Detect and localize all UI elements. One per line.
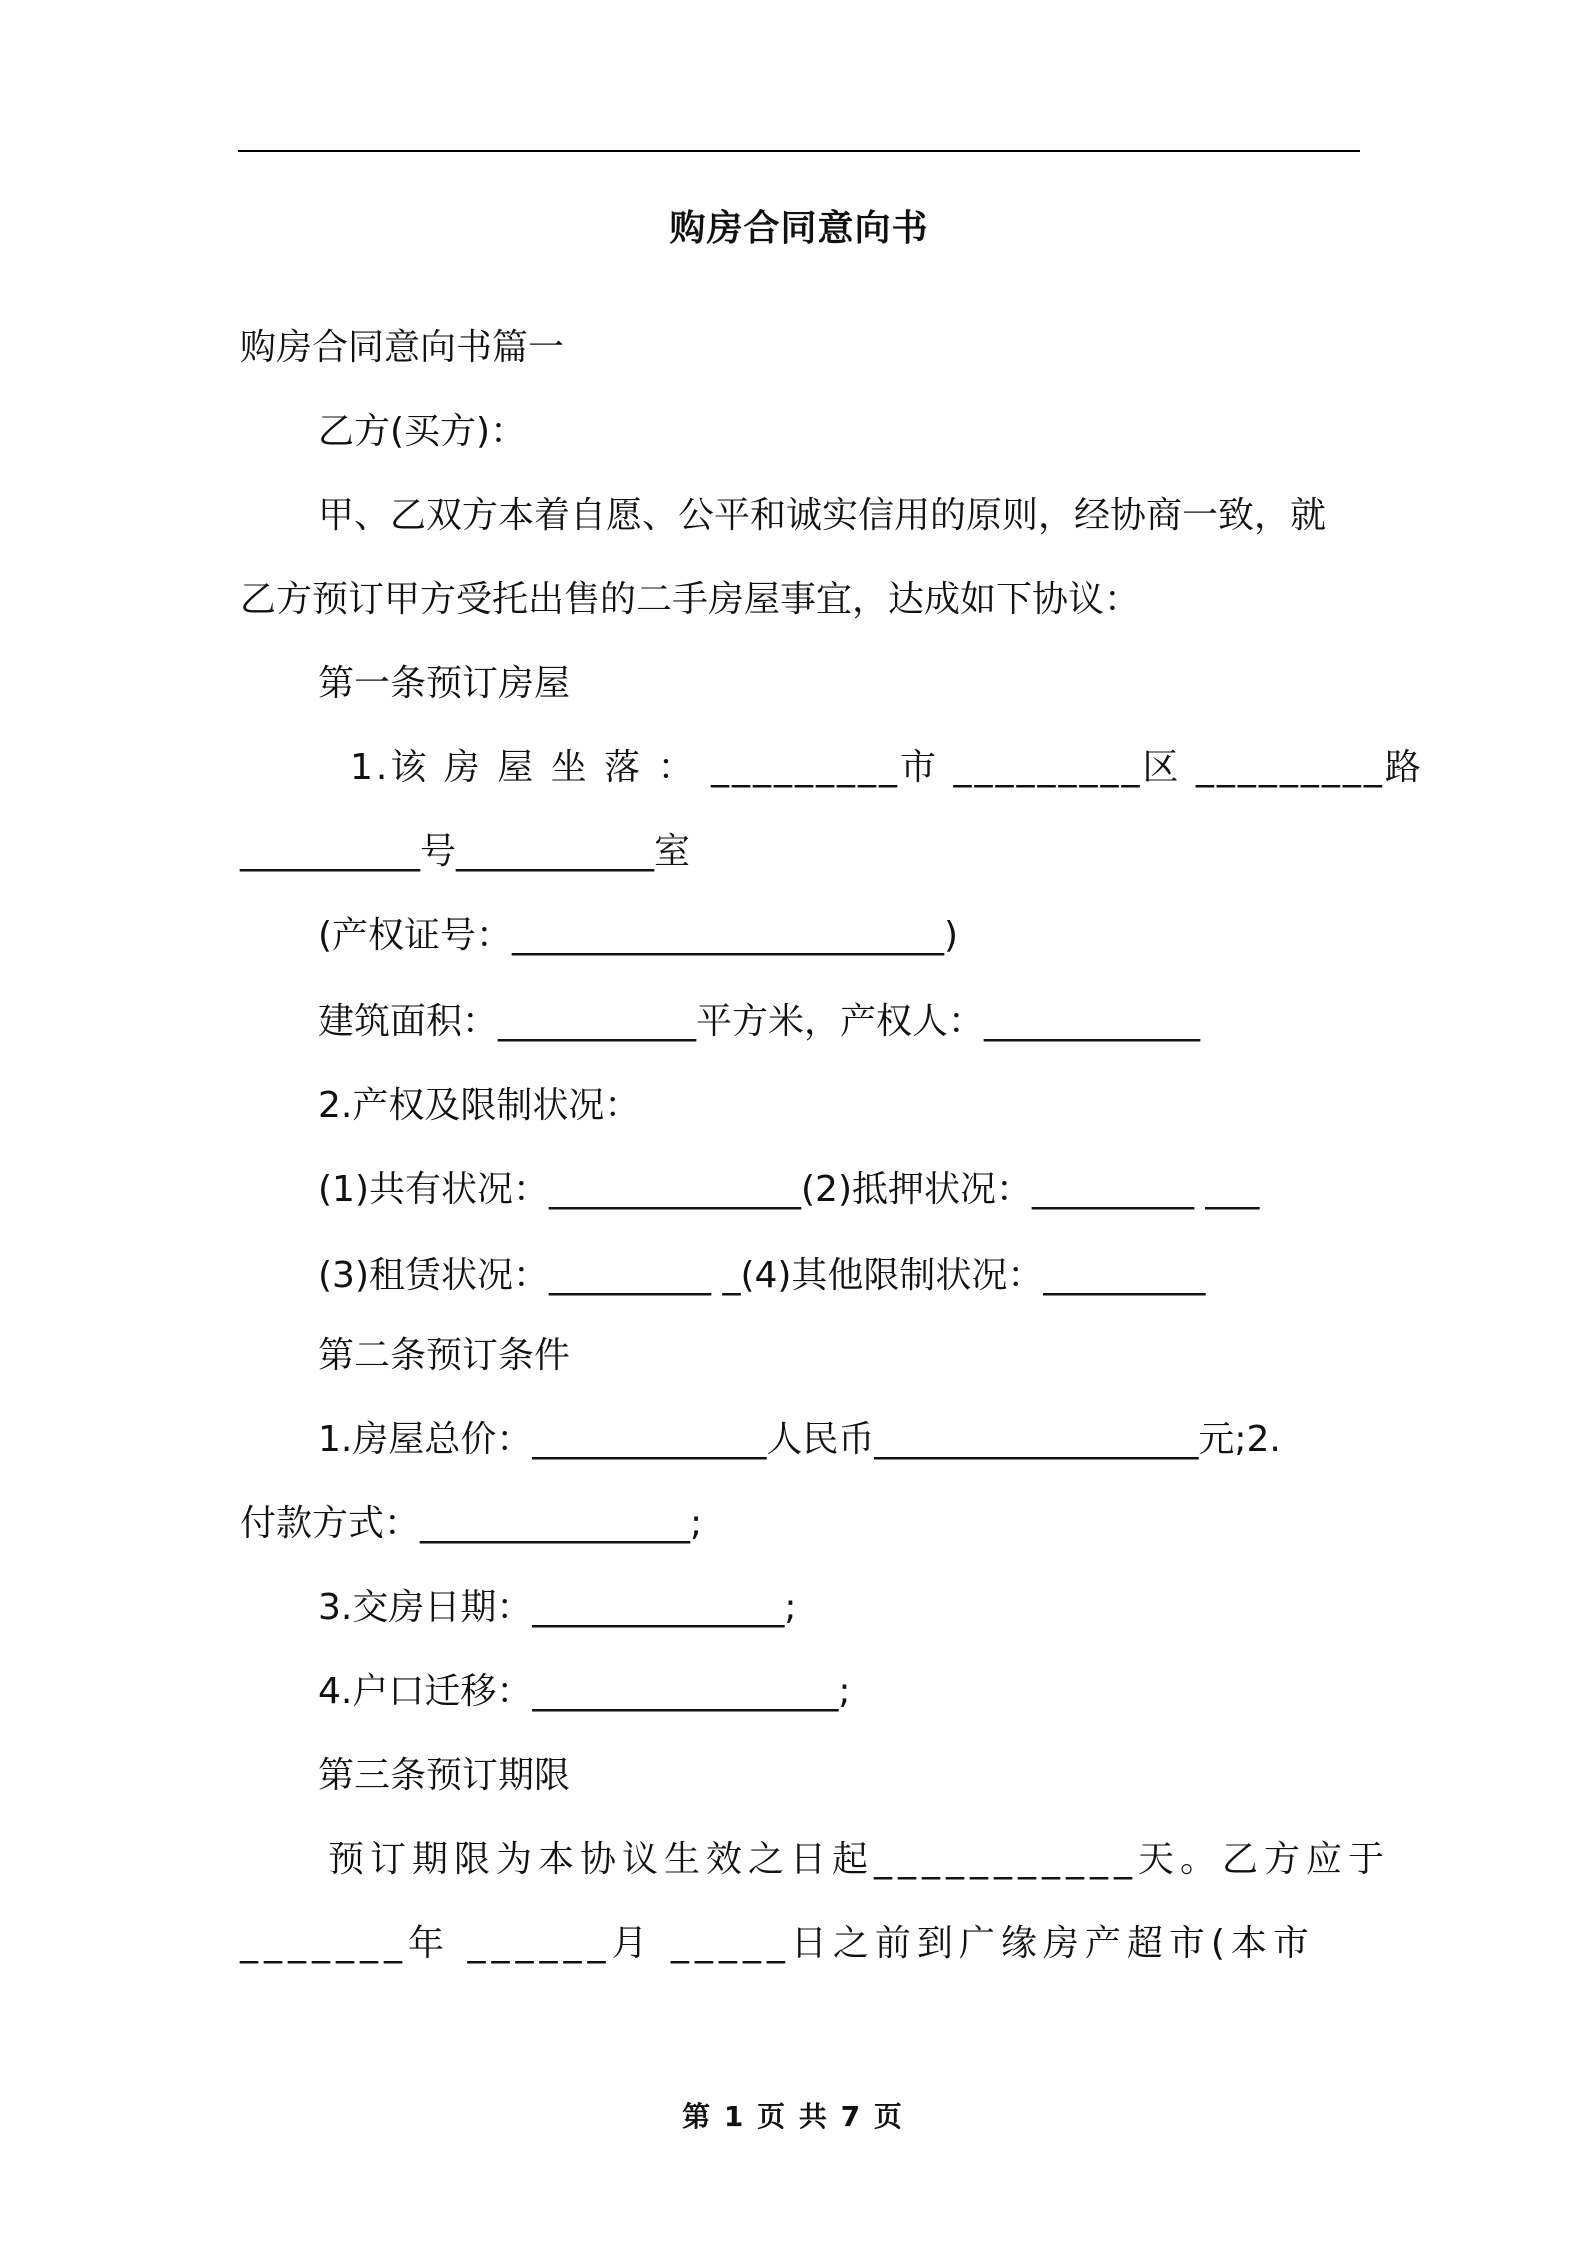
paragraph-line: 建筑面积：___________平方米，产权人：____________: [318, 1001, 1201, 1042]
paragraph-line: 甲、乙双方本着自愿、公平和诚实信用的原则，经协商一致，就: [318, 495, 1327, 536]
paragraph-line: (1)共有状况：______________(2)抵押状况：_________ ___: [318, 1169, 1260, 1210]
paragraph-line: (产权证号：________________________): [318, 915, 959, 956]
paragraph-line: 付款方式：_______________;: [240, 1503, 703, 1544]
paragraph-line: 1.房屋总价：_____________人民币__________________元;2.: [318, 1419, 1281, 1460]
paragraph-line: (3)租赁状况：_________ _(4)其他限制状况：_________: [318, 1255, 1206, 1296]
paragraph-line: 2.产权及限制状况：: [318, 1085, 641, 1126]
paragraph-line: 4.户口迁移：_________________;: [318, 1671, 851, 1712]
party-b-label: 乙方(买方)：: [318, 411, 527, 452]
document-title: 购房合同意向书: [669, 208, 929, 249]
page-number: 第 1 页 共 7 页: [682, 2100, 904, 2133]
paragraph-line: 1.该 房 屋 坐 落 ： _________市 _________区 _________路: [350, 747, 1424, 788]
article-heading: 第二条预订条件: [318, 1335, 571, 1376]
paragraph-line: __________号___________室: [240, 831, 690, 872]
paragraph-line: 3.交房日期：______________;: [318, 1587, 797, 1628]
paragraph-line: 乙方预订甲方受托出售的二手房屋事宜，达成如下协议：: [240, 579, 1141, 620]
section-heading: 购房合同意向书篇一: [240, 327, 565, 368]
paragraph-line: _______年 ______月 _____日之前到广缘房产超市(本市: [240, 1923, 1315, 1964]
paragraph-line: 预订期限为本协议生效之日起___________天。乙方应于: [328, 1839, 1391, 1880]
article-heading: 第一条预订房屋: [318, 663, 571, 704]
article-heading: 第三条预订期限: [318, 1755, 571, 1796]
header-rule: [238, 150, 1360, 152]
